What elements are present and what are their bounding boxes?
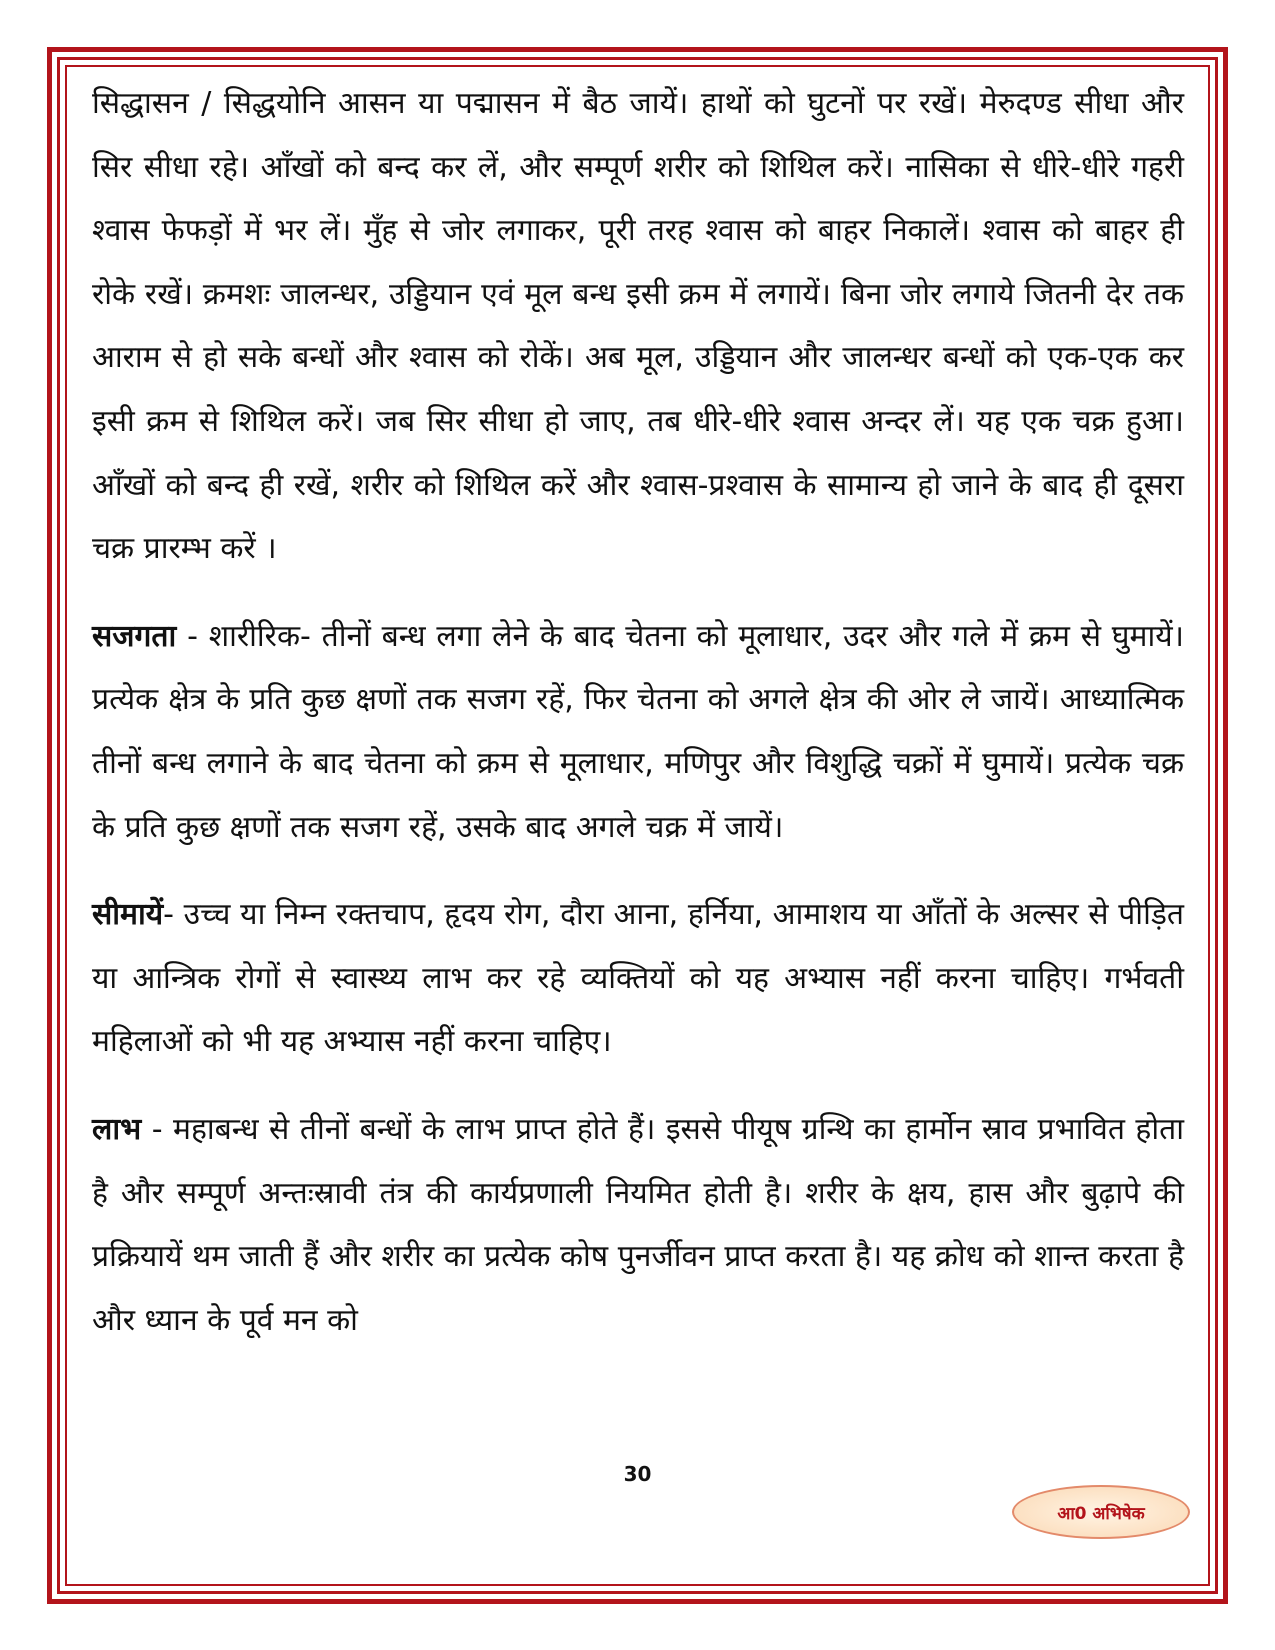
benefits-paragraph bbox=[92, 1098, 1184, 1352]
page-number: 30 bbox=[623, 1462, 652, 1486]
intro-paragraph bbox=[92, 72, 1184, 581]
limitations-heading: सीमायें bbox=[92, 897, 164, 933]
author-name: आ0 अभिषेक bbox=[1057, 1503, 1145, 1524]
benefits-heading: लाभ bbox=[92, 1111, 142, 1147]
awareness-heading: सजगता bbox=[92, 618, 177, 654]
benefits-text: - महाबन्ध से तीनों बन्धों के लाभ प्राप्त होते हैं। इससे पीयूष ग्रन्थि का हार्मोन स्राव प्रभावित होता है और सम्पूर्ण अन्तःस्रावी तंत्र की कार्यप्रणाली नियमित होती है। शरीर के क्षय, हास और बुढ़ापे की प्रक्रियायें थम जाती हैं और शरीर का प्रत्येक कोष पुनर्जीवन प्राप्त करता है। यह क्रोध को शान्त करता है और ध्यान के पूर्व मन को bbox=[92, 1111, 1185, 1338]
limitations-text: - उच्च या निम्न रक्तचाप, हृदय रोग, दौरा आना, हर्निया, आमाशय या आँतों के अल्सर से पीड़ित या आन्त्रिक रोगों से स्वास्थ्य लाभ कर रहे व्यक्तियों को यह अभ्यास नहीं करना चाहिए। गर्भवती महिलाओं को भी यह अभ्यास नहीं करना चाहिए। bbox=[92, 897, 1184, 1060]
author-badge bbox=[1012, 1485, 1190, 1539]
awareness-paragraph bbox=[92, 605, 1184, 859]
page-content bbox=[92, 72, 1184, 1376]
limitations-paragraph bbox=[92, 883, 1184, 1074]
intro-text: सिद्धासन / सिद्धयोनि आसन या पद्मासन में बैठ जायें। हाथों को घुटनों पर रखें। मेरुदण्ड सीधा और सिर सीधा रहे। आँखों को बन्द कर लें, और सम्पूर्ण शरीर को शिथिल करें। नासिका से धीरे-धीरे गहरी श्वास फेफड़ों में भर लें। मुँह से जोर लगाकर, पूरी तरह श्वास को बाहर निकालें। श्वास को बाहर ही रोके रखें। क्रमशः जालन्धर, उड्डियान एवं मूल बन्ध इसी क्रम में लगायें। बिना जोर लगाये जितनी देर तक आराम से हो सके बन्धों और श्वास को रोकें। अब मूल, उड्डियान और जालन्धर बन्धों को एक-एक कर इसी क्रम से शिथिल करें। जब सिर सीधा हो जाए, तब धीरे-धीरे श्वास अन्दर लें। यह एक चक्र हुआ। आँखों को बन्द ही रखें, शरीर को शिथिल करें और श्वास-प्रश्वास के सामान्य हो जाने के बाद ही दूसरा चक्र प्रारम्भ करें । bbox=[92, 86, 1184, 567]
awareness-text: - शारीरिक- तीनों बन्ध लगा लेने के बाद चेतना को मूलाधार, उदर और गले में क्रम से घुमायें। प्रत्येक क्षेत्र के प्रति कुछ क्षणों तक सजग रहें, फिर चेतना को अगले क्षेत्र की ओर ले जायें। आध्यात्मिक तीनों बन्ध लगाने के बाद चेतना को क्रम से मूलाधार, मणिपुर और विशुद्धि चक्रों में घुमायें। प्रत्येक चक्र के प्रति कुछ क्षणों तक सजग रहें, उसके बाद अगले चक्र में जायें। bbox=[92, 618, 1184, 845]
